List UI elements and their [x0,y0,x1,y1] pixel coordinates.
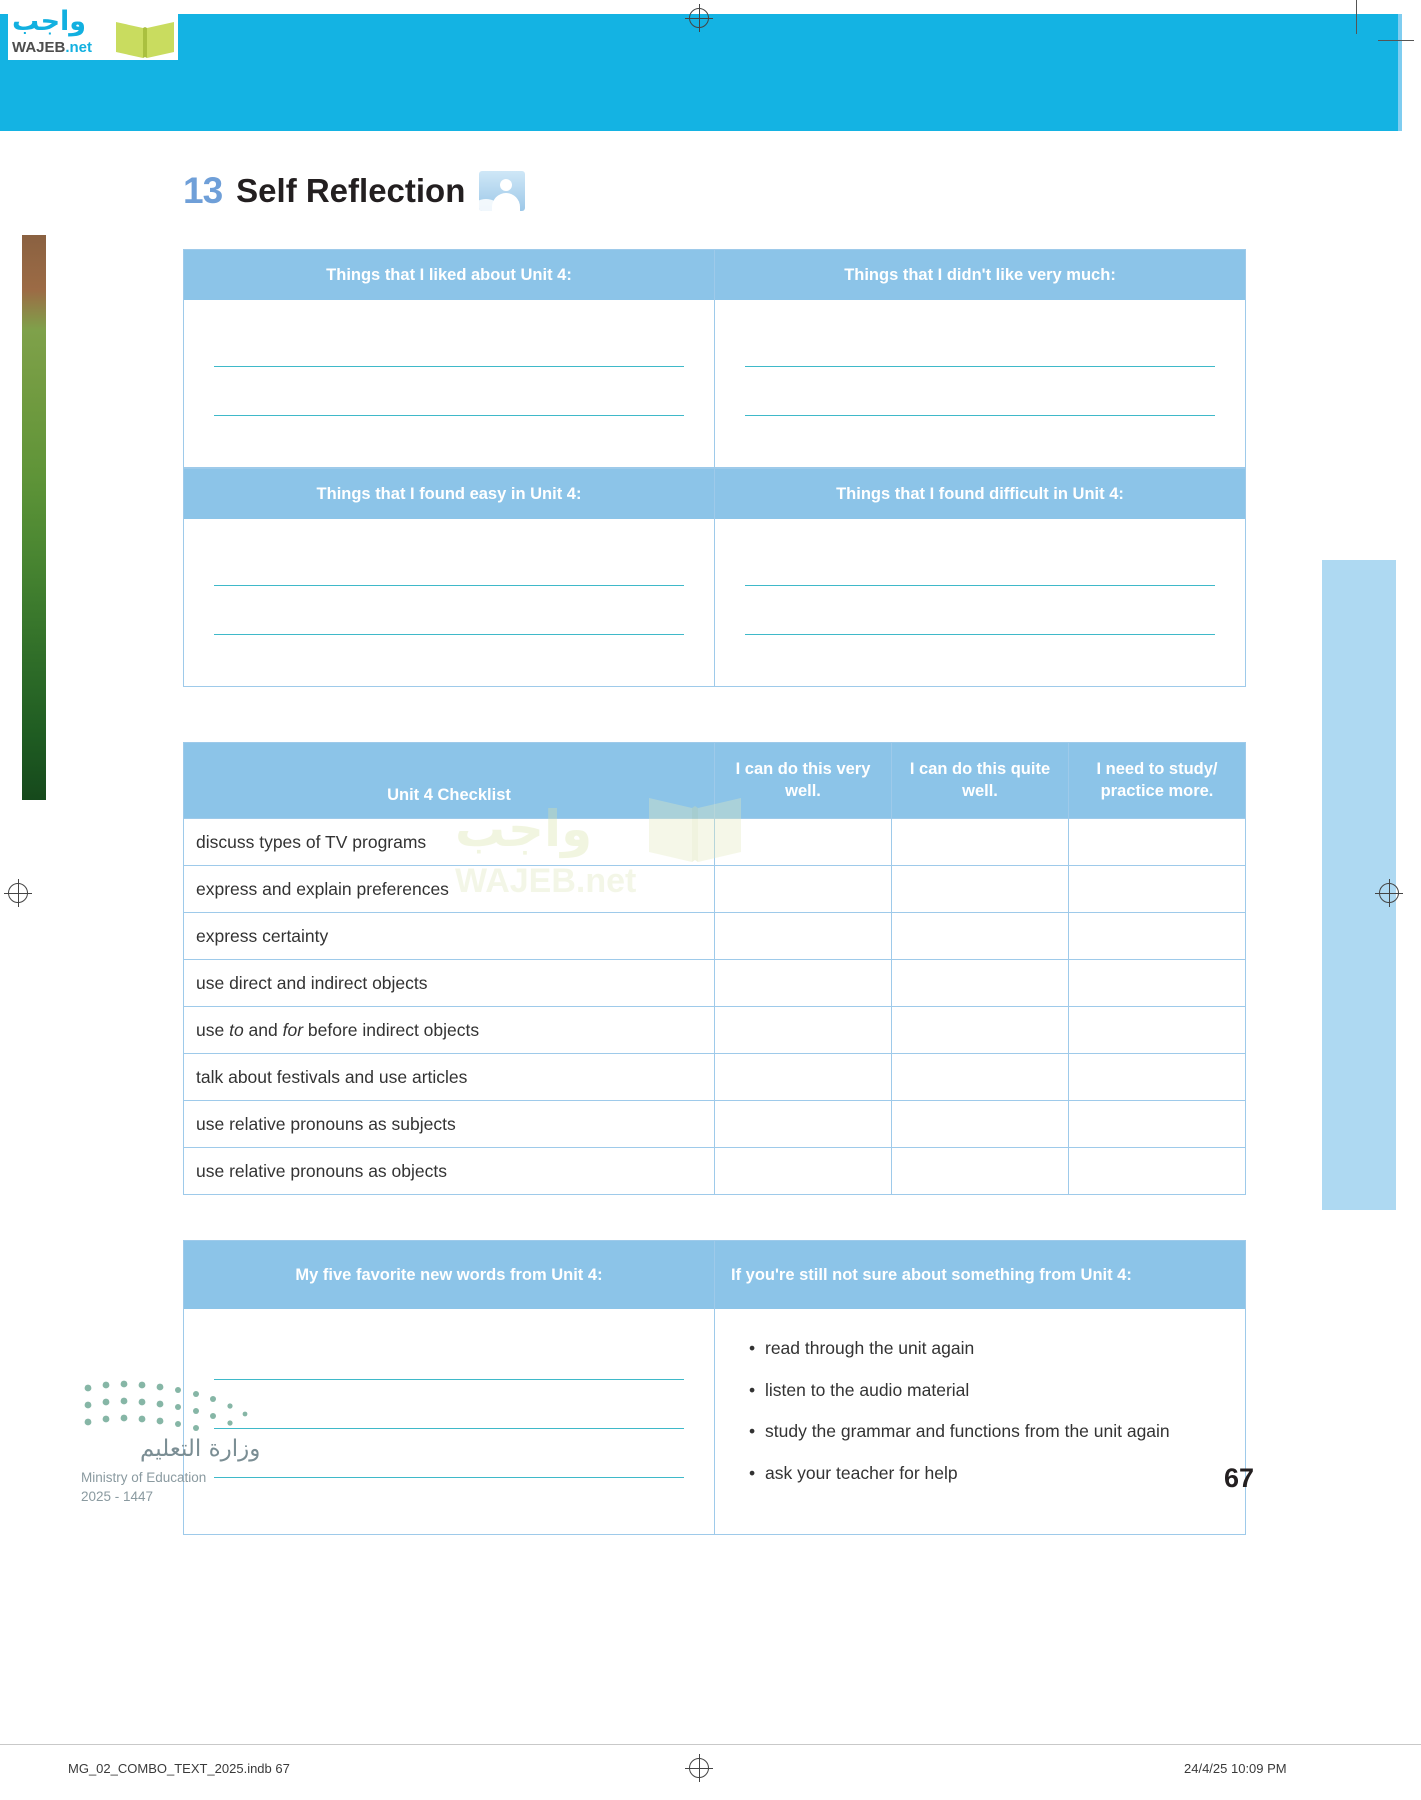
checklist-column-quite-well: I can do this quite well. [892,743,1069,819]
checkbox-cell-quite-well[interactable] [892,1054,1069,1101]
checkbox-cell-study-more[interactable] [1069,1054,1246,1101]
list-item: • listen to the audio material [765,1379,1221,1403]
reflection-box-easy [183,468,715,687]
table-row [184,1007,1246,1054]
write-line[interactable] [214,330,684,367]
checkbox-cell-very-well[interactable] [715,913,892,960]
checklist-title: Unit 4 Checklist [184,743,715,819]
ministry-years: 2025 - 1447 [81,1489,154,1504]
checkbox-cell-very-well[interactable] [715,866,892,913]
reflection-box-liked-header: Things that I liked about Unit 4: [184,250,714,300]
footer-timestamp: 24/4/25 10:09 PM [1184,1761,1287,1776]
photo-person-icon [479,171,525,211]
checkbox-cell-study-more[interactable] [1069,960,1246,1007]
checkbox-cell-quite-well[interactable] [892,866,1069,913]
reflection-box-difficult-header: Things that I found difficult in Unit 4: [715,469,1245,519]
checklist-header-row [184,743,1246,819]
checkbox-cell-very-well[interactable] [715,1054,892,1101]
crop-tick-vertical [1356,0,1357,34]
checkbox-cell-quite-well[interactable] [892,1148,1069,1195]
page-number: 67 [1224,1463,1255,1493]
write-line[interactable] [214,379,684,416]
registration-mark-top [689,8,709,28]
checkbox-cell-quite-well[interactable] [892,1101,1069,1148]
wajeb-logo-name: WAJEB [12,39,66,56]
checkbox-cell-study-more[interactable] [1069,913,1246,960]
not-sure-header: If you're still not sure about something from Unit 4: [715,1241,1245,1309]
ministry-dots-icon [80,1378,260,1436]
reflection-box-disliked-header: Things that I didn't like very much: [715,250,1245,300]
reflection-box-disliked [715,249,1246,468]
wajeb-logo-latin [12,39,92,56]
table-row [184,913,1246,960]
watermark-arabic: واجب [455,800,593,858]
crop-tick-horizontal [1378,40,1414,41]
reflection-box-liked-lines[interactable] [184,300,714,416]
registration-mark-bottom [689,1758,709,1778]
checkbox-cell-study-more[interactable] [1069,866,1246,913]
wajeb-logo [8,4,178,60]
list-item: • study the grammar and functions from the unit again [765,1420,1221,1444]
checkbox-cell-quite-well[interactable] [892,960,1069,1007]
reflection-pair-3 [183,1240,1246,1535]
section-number: 13 [183,170,223,211]
checkbox-cell-study-more[interactable] [1069,1101,1246,1148]
footer-file-note: MG_02_COMBO_TEXT_2025.indb 67 [68,1761,290,1776]
checklist-item-label: use relative pronouns as subjects [184,1101,715,1148]
write-line[interactable] [214,598,684,635]
table-row [184,866,1246,913]
section-heading [183,170,525,212]
write-line[interactable] [745,379,1215,416]
list-item: • ask your teacher for help [765,1462,1221,1486]
reflection-box-disliked-lines[interactable] [715,300,1245,416]
write-line[interactable] [745,598,1215,635]
favorite-words-header: My five favorite new words from Unit 4: [184,1241,714,1309]
list-item: • read through the unit again [765,1337,1221,1361]
not-sure-advice-list [715,1309,1245,1514]
checkbox-cell-study-more[interactable] [1069,1148,1246,1195]
checklist-item-label: use to and for before indirect objects [184,1007,715,1054]
ministry-logo [80,1378,340,1508]
wajeb-logo-tld: .net [65,39,93,56]
checkbox-cell-very-well[interactable] [715,1007,892,1054]
write-line[interactable] [214,1343,684,1380]
write-line[interactable] [214,549,684,586]
decorative-photo-strip [22,235,46,800]
registration-mark-left [8,883,28,903]
checklist-item-label: express certainty [184,913,715,960]
reflection-pair-1 [183,249,1246,468]
write-line[interactable] [745,549,1215,586]
watermark-tld: .net [575,862,637,900]
reflection-box-difficult-lines[interactable] [715,519,1245,635]
checklist-item-label: talk about festivals and use articles [184,1054,715,1101]
top-banner-edge [1398,14,1402,131]
table-row [184,1148,1246,1195]
checklist-item-label: use relative pronouns as objects [184,1148,715,1195]
ministry-name-english: Ministry of Education [81,1470,207,1485]
unit-checklist-table [183,742,1246,1195]
checkbox-cell-very-well[interactable] [715,960,892,1007]
footer-divider [0,1744,1421,1745]
table-row [184,1101,1246,1148]
checklist-column-study-more: I need to study/ practice more. [1069,743,1246,819]
checklist-item-label: express and explain preferences [184,866,715,913]
not-sure-box [715,1240,1246,1535]
table-row [184,1054,1246,1101]
checkbox-cell-very-well[interactable] [715,1101,892,1148]
reflection-box-easy-lines[interactable] [184,519,714,635]
reflection-box-difficult [715,468,1246,687]
page-title: Self Reflection [236,172,466,209]
checklist-body [184,819,1246,1195]
checkbox-cell-very-well[interactable] [715,819,892,866]
table-row [184,960,1246,1007]
checkbox-cell-very-well[interactable] [715,1148,892,1195]
registration-mark-right [1379,883,1399,903]
ministry-name-arabic: وزارة التعليم [140,1436,261,1462]
reflection-box-liked [183,249,715,468]
checkbox-cell-study-more[interactable] [1069,819,1246,866]
checkbox-cell-quite-well[interactable] [892,819,1069,866]
wajeb-logo-arabic: واجب [12,6,87,37]
checkbox-cell-quite-well[interactable] [892,1007,1069,1054]
reflection-box-easy-header: Things that I found easy in Unit 4: [184,469,714,519]
reflection-pair-2 [183,468,1246,687]
checklist-item-label: use direct and indirect objects [184,960,715,1007]
checklist-column-very-well: I can do this very well. [715,743,892,819]
checkbox-cell-study-more[interactable] [1069,1007,1246,1054]
watermark-name: WAJEB [455,862,576,900]
write-line[interactable] [745,330,1215,367]
checkbox-cell-quite-well[interactable] [892,913,1069,960]
checklist-item-label: discuss types of TV programs [184,819,715,866]
table-row [184,819,1246,866]
book-icon [114,16,176,60]
